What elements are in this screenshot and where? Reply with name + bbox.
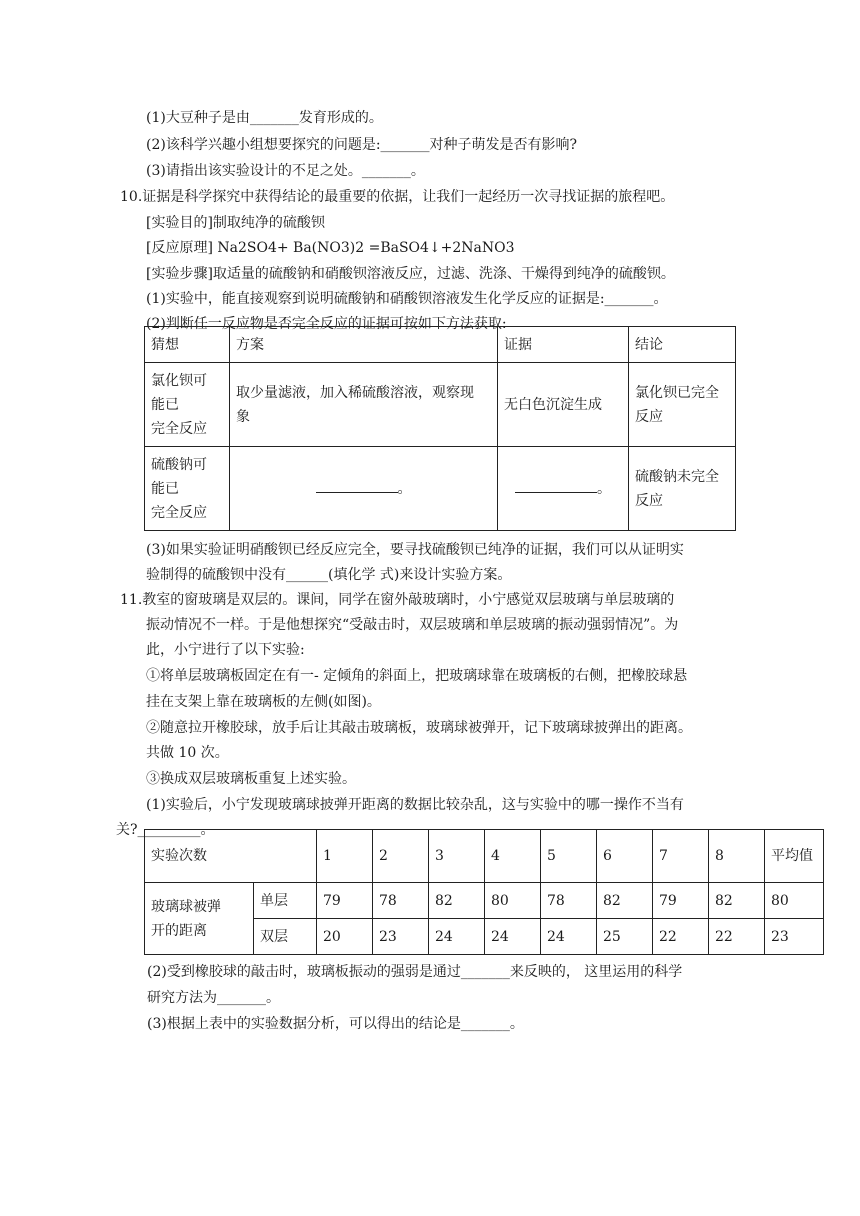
q10-part2: (2)判断任一反应物是否完全反应的证据可按如下方法获取: — [146, 316, 507, 332]
table-header-plan: 方案 — [230, 327, 498, 363]
q11-part1-a: (1)实验后，小宁发现玻璃球披弹开距离的数据比较杂乱，这与实验中的哪一操作不当有 — [146, 797, 684, 813]
q11-part1-b: 关?_________。 — [116, 822, 215, 838]
table-row — [145, 447, 736, 531]
double-layer-label: 双层 — [254, 919, 317, 955]
distance-row-label: 玻璃球被弹 开的距离 — [145, 883, 254, 955]
q9-part3: (3)请指出该实验设计的不足之处。_______。 — [146, 163, 425, 179]
q11-step3: ③换成双层玻璃板重复上述实验。 — [146, 771, 356, 787]
trial-number: 2 — [373, 830, 429, 883]
table-cell: 82 — [597, 883, 653, 919]
q9-part2: (2)该科学兴趣小组想要探究的问题是:_______对种子萌发是否有影响? — [146, 137, 578, 153]
evidence-cell: 无白色沉淀生成 — [498, 363, 629, 447]
q10-part3-b: 验制得的硫酸钡中没有______(填化学 式)来设计实验方案。 — [146, 567, 512, 583]
trial-number: 1 — [317, 830, 373, 883]
q11-title-a: 11.教室的窗玻璃是双层的。课间，同学在窗外敲玻璃时，小宁感觉双层玻璃与单层玻璃的 — [120, 592, 675, 608]
trial-number: 3 — [429, 830, 485, 883]
table-row — [145, 883, 824, 919]
table-cell: 80 — [765, 883, 824, 919]
average-header: 平均值 — [765, 830, 824, 883]
q11-step1-b: 挂在支架上靠在玻璃板的左侧(如图)。 — [146, 694, 381, 710]
table-cell: 22 — [653, 919, 709, 955]
q11-step2-b: 共做 10 次。 — [146, 745, 229, 761]
reaction-check-table — [144, 326, 736, 531]
q10-principle: [反应原理] Na2SO4+ Ba(NO3)2 =BaSO4↓+2NaNO3 — [146, 240, 515, 256]
trial-number: 5 — [541, 830, 597, 883]
table-cell: 80 — [485, 883, 541, 919]
table-cell: 25 — [597, 919, 653, 955]
table-header-conclusion: 结论 — [629, 327, 736, 363]
conclusion-cell: 硫酸钠未完全 反应 — [629, 447, 736, 531]
table-cell: 20 — [317, 919, 373, 955]
table-cell: 78 — [541, 883, 597, 919]
q10-purpose: [实验目的]制取纯净的硫酸钡 — [146, 215, 325, 231]
table-cell: 23 — [765, 919, 824, 955]
table-cell: 22 — [709, 919, 765, 955]
q11-part2-b: 研究方法为_______。 — [147, 990, 280, 1006]
guess-cell: 氯化钡可 能已 完全反应 — [145, 363, 230, 447]
table-cell: 78 — [373, 883, 429, 919]
table-cell: 24 — [429, 919, 485, 955]
plan-cell: 取少量滤液，加入稀硫酸溶液，观察现 象 — [230, 363, 498, 447]
q11-step2-a: ②随意拉开橡胶球，放手后让其敲击玻璃板，玻璃球被弹开，记下玻璃球披弹出的距离。 — [146, 720, 692, 736]
q10-part3-a: (3)如果实验证明硝酸钡已经反应完全，要寻找硫酸钡已纯净的证据，我们可以从证明实 — [146, 542, 684, 558]
q10-title: 10.证据是科学探究中获得结论的最重要的依据，让我们一起经历一次寻找证据的旅程吧。 — [120, 189, 675, 205]
answer-blank[interactable] — [515, 478, 597, 493]
q11-step1-a: ①将单层玻璃板固定在有一- 定倾角的斜面上，把玻璃球靠在玻璃板的右侧，把橡胶球悬 — [146, 668, 688, 684]
table-cell: 79 — [317, 883, 373, 919]
conclusion-cell: 氯化钡已完全 反应 — [629, 363, 736, 447]
table-cell: 24 — [541, 919, 597, 955]
q9-part1: (1)大豆种子是由_______发育形成的。 — [146, 110, 383, 126]
q11-part2-a: (2)受到橡胶球的敲击时，玻璃板振动的强弱是通过_______来反映的， 这里运用的科学 — [147, 964, 683, 980]
q10-part1: (1)实验中，能直接观察到说明硫酸钠和硝酸钡溶液发生化学反应的证据是:_______。 — [146, 291, 668, 307]
evidence-cell: 。 — [498, 447, 629, 531]
q10-steps: [实验步骤]取适量的硫酸钠和硝酸钡溶液反应，过滤、洗涤、干燥得到纯净的硫酸钡。 — [146, 266, 675, 282]
answer-blank[interactable] — [316, 478, 398, 493]
q11-title-c: 此，小宁进行了以下实验: — [146, 642, 305, 658]
table-cell: 24 — [485, 919, 541, 955]
trial-number: 6 — [597, 830, 653, 883]
table-cell: 82 — [709, 883, 765, 919]
trial-number: 4 — [485, 830, 541, 883]
plan-cell: 。 — [230, 447, 498, 531]
guess-cell: 硫酸钠可 能已 完全反应 — [145, 447, 230, 531]
table-header-evidence: 证据 — [498, 327, 629, 363]
table-cell: 23 — [373, 919, 429, 955]
table-header-guess: 猜想 — [145, 327, 230, 363]
table-cell: 79 — [653, 883, 709, 919]
q11-title-b: 振动情况不一样。于是他想探究“受敲击时，双层玻璃和单层玻璃的振动强弱情况”。为 — [146, 617, 679, 633]
q11-part3: (3)根据上表中的实验数据分析，可以得出的结论是_______。 — [147, 1016, 524, 1032]
table-row — [145, 363, 736, 447]
trial-number: 8 — [709, 830, 765, 883]
single-layer-label: 单层 — [254, 883, 317, 919]
trial-number: 7 — [653, 830, 709, 883]
trial-header: 实验次数 — [145, 830, 317, 883]
distance-data-table — [144, 829, 824, 955]
table-cell: 82 — [429, 883, 485, 919]
